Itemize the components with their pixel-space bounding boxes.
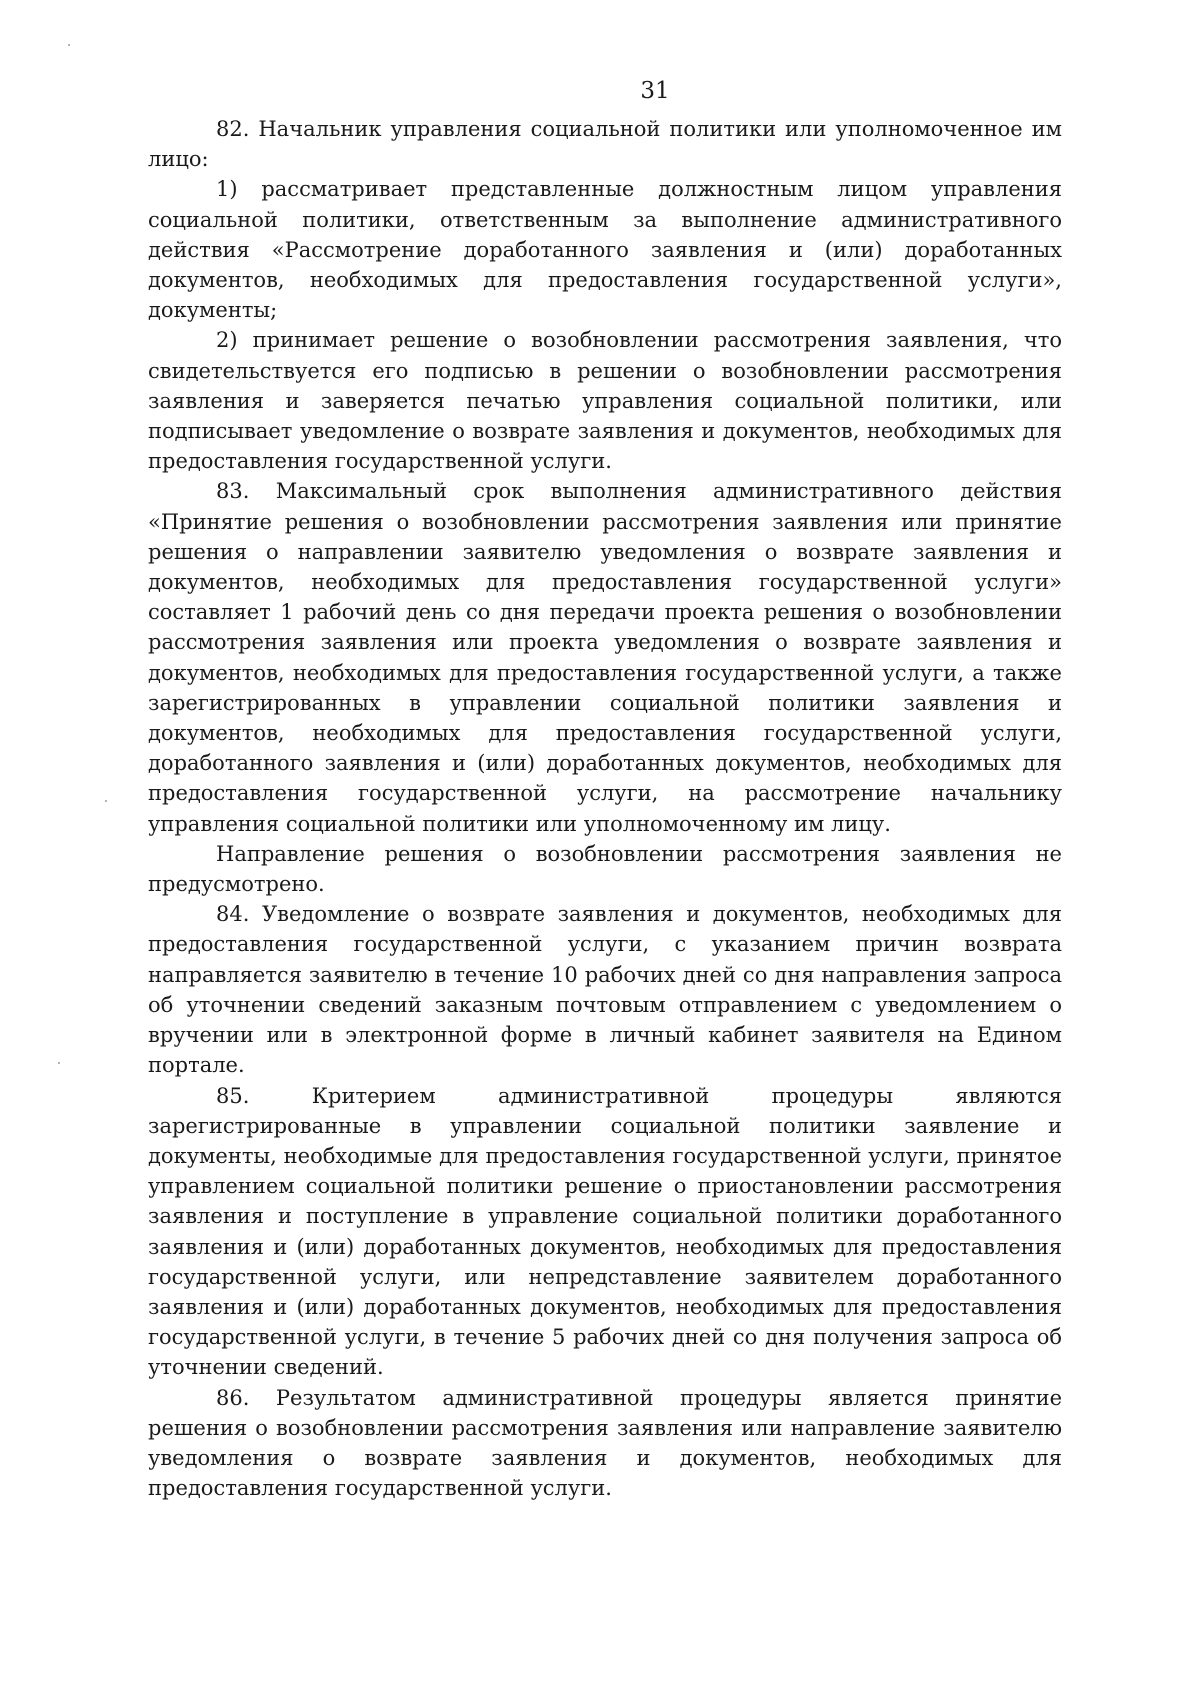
scan-speck <box>105 800 107 802</box>
paragraph-82-item-2: 2) принимает решение о возобновлении рассмотрения заявления, что свидетельствуется его подписью в решении о возобновлении рассмотрения заявления и заверяется печатью управления социальной политики, или подписывает уведомление о возврате заявления и документов, необходимых для предоставления государственной услуги. <box>148 328 1062 474</box>
paragraph-83-note: Направление решения о возобновлении рассмотрения заявления не предусмотрено. <box>148 841 1062 897</box>
paragraph-82-item-1: 1) рассматривает представленные должностным лицом управления социальной политики, ответственным за выполнение административного действия «Рассмотрение доработанного заявления и (или) доработанных документов, необходимых для предоставления государственной услуги», документы; <box>148 177 1062 323</box>
document-body <box>148 114 1062 1503</box>
paragraph-83: 83. Максимальный срок выполнения административного действия «Принятие решения о возобновлении рассмотрения заявления или принятие решения о направлении заявителю уведомления о возврате заявления и документов, необходимых для предоставления государственной услуги» составляет 1 рабочий день со дня передачи проекта решения о возобновлении рассмотрения заявления или проекта уведомления о возврате заявления и документов, необходимых для предоставления государственной услуги, а также зарегистрированных в управлении социальной политики заявления и документов, необходимых для предоставления государственной услуги, доработанного заявления и (или) доработанных документов, необходимых для предоставления государственной услуги, на рассмотрение начальнику управления социальной политики или уполномоченному им лицу. <box>148 479 1062 836</box>
scan-speck <box>58 1062 60 1064</box>
page-number: 31 <box>640 78 670 104</box>
paragraph-82-intro: 82. Начальник управления социальной политики или уполномоченное им лицо: <box>148 117 1062 172</box>
scan-speck <box>68 44 70 46</box>
paragraph-85: 85. Критерием административной процедуры являются зарегистрированные в управлении социальной политики заявление и документы, необходимые для предоставления государственной услуги, принятое управлением социальной политики решение о приостановлении рассмотрения заявления и поступление в управление социальной политики доработанного заявления и (или) доработанных документов, необходимых для предоставления государственной услуги, или непредставление заявителем доработанного заявления и (или) доработанных документов, необходимых для предоставления государственной услуги, в течение 5 рабочих дней со дня получения запроса об уточнении сведений. <box>148 1083 1062 1380</box>
paragraph-84: 84. Уведомление о возврате заявления и документов, необходимых для предоставления государственной услуги, с указанием причин возврата направляется заявителю в течение 10 рабочих дней со дня направления запроса об уточнении сведений заказным почтовым отправлением с уведомлением о вручении или в электронной форме в личный кабинет заявителя на Едином портале. <box>148 902 1062 1078</box>
paragraph-86: 86. Результатом административной процедуры является принятие решения о возобновлении рассмотрения заявления или направление заявителю уведомления о возврате заявления и документов, необходимых для предоставления государственной услуги. <box>148 1385 1062 1501</box>
